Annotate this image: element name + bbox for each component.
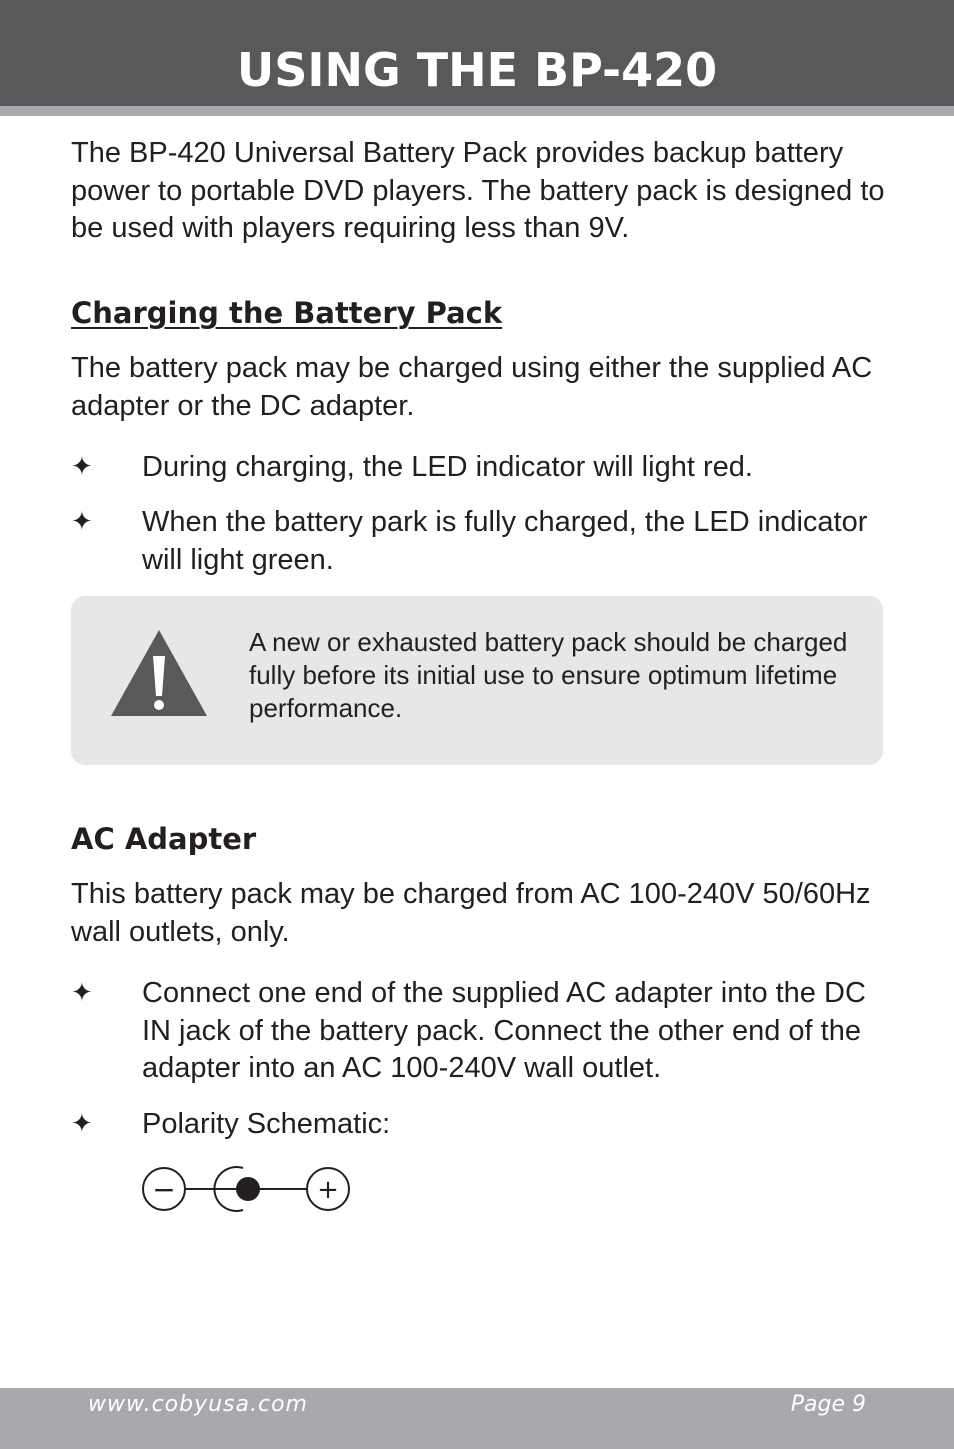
footer-url: www.cobyusa.com: [88, 1392, 308, 1417]
charging-paragraph: The battery pack may be charged using either the supplied AC adapter or the DC adapter.: [71, 352, 873, 422]
list-item-text: Connect one end of the supplied AC adapter into the DC IN jack of the battery pack. Connect the other end of the adapter into an AC 100-240V wall outlet.: [142, 977, 866, 1084]
list-item-text: Polarity Schematic:: [142, 1108, 391, 1140]
caution-note: [71, 596, 883, 765]
positive-symbol: +: [317, 1175, 339, 1205]
page-title: USING THE BP-420: [236, 43, 718, 97]
caution-text: A new or exhausted battery pack should be charged fully before its initial use to ensure optimum lifetime performance.: [249, 627, 848, 723]
list-item-text: When the battery park is fully charged, the LED indicator will light green.: [142, 506, 868, 576]
bullet-icon: ✦: [71, 452, 93, 482]
header-stripe: [0, 106, 954, 116]
section-heading-charging: Charging the Battery Pack: [71, 296, 503, 330]
polarity-schematic: [140, 1164, 354, 1214]
bullet-icon: ✦: [71, 507, 93, 537]
page-number: Page 9: [790, 1392, 866, 1417]
bullet-icon: ✦: [71, 978, 93, 1008]
list-item-text: During charging, the LED indicator will light red.: [142, 451, 753, 483]
negative-symbol: −: [152, 1173, 176, 1206]
ac-adapter-paragraph: This battery pack may be charged from AC 100-240V 50/60Hz wall outlets, only.: [71, 878, 871, 948]
warning-icon: [109, 628, 209, 718]
bullet-icon: ✦: [71, 1109, 93, 1139]
section-heading-ac-adapter: AC Adapter: [71, 822, 257, 856]
center-pin-icon: [236, 1177, 260, 1201]
intro-paragraph: The BP-420 Universal Battery Pack provides backup battery power to portable DVD players. The battery pack is designed to be used with players requiring less than 9V.: [71, 137, 885, 244]
